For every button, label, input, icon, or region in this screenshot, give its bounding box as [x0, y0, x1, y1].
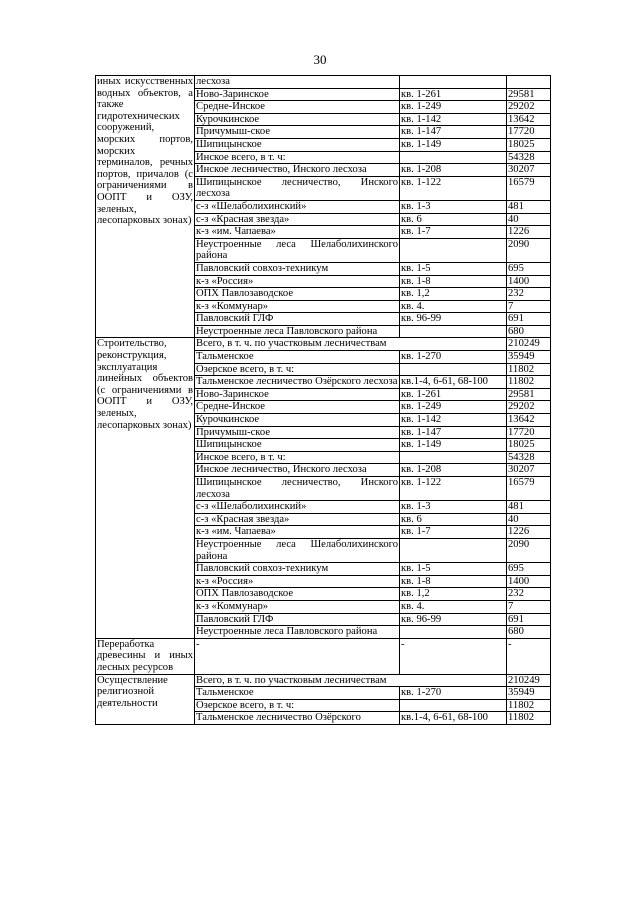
quarters-cell: кв. 1,2: [400, 588, 507, 601]
area-cell: 11802: [507, 376, 551, 389]
quarters-cell: [400, 626, 507, 639]
forestry-name-cell: к-з «им. Чапаева»: [195, 526, 400, 539]
forestry-name-cell: к-з «Россия»: [195, 575, 400, 588]
area-cell: 16579: [507, 176, 551, 200]
quarters-cell: кв. 1-7: [400, 526, 507, 539]
table-row: [96, 638, 551, 674]
quarters-cell: [400, 151, 507, 164]
activity-cell: Осуществление религиозной деятельности: [96, 674, 195, 724]
forestry-name-cell: с-з «Красная звезда»: [195, 513, 400, 526]
area-cell: 17720: [507, 426, 551, 439]
forestry-name-cell: Шипицынское: [195, 439, 400, 452]
forestry-name-cell: ОПХ Павлозаводское: [195, 588, 400, 601]
forestry-name-cell: лесхоза: [195, 76, 400, 89]
quarters-cell: кв. 96-99: [400, 613, 507, 626]
quarters-cell: кв. 1-149: [400, 439, 507, 452]
quarters-cell: кв. 1-7: [400, 226, 507, 239]
quarters-cell: кв. 1-147: [400, 426, 507, 439]
area-cell: 7: [507, 300, 551, 313]
quarters-cell: кв. 4.: [400, 600, 507, 613]
forestry-name-cell: Инское лесничество, Инского лесхоза: [195, 464, 400, 477]
forestry-name-cell: Шипицынское: [195, 138, 400, 151]
forestry-name-cell: с-з «Шелаболихинский»: [195, 200, 400, 213]
forestry-name-cell: с-з «Шелаболихинский»: [195, 501, 400, 514]
forestry-name-cell: Курочкинское: [195, 414, 400, 427]
quarters-cell: кв. 1-142: [400, 414, 507, 427]
area-cell: 1400: [507, 275, 551, 288]
quarters-cell: кв. 1-270: [400, 351, 507, 364]
forestry-name-cell: Курочкинское: [195, 113, 400, 126]
forestry-name-cell: Тальменское лесничество Озёрского лесхоза: [195, 376, 400, 389]
quarters-cell: [400, 451, 507, 464]
quarters-cell: кв. 1-249: [400, 401, 507, 414]
area-cell: 11802: [507, 363, 551, 376]
forestry-name-cell: Павловский совхоз-техникум: [195, 262, 400, 275]
forestry-name-cell: Ново-Заринское: [195, 88, 400, 101]
area-cell: 13642: [507, 414, 551, 427]
forestry-name-cell: Ново-Заринское: [195, 388, 400, 401]
forestry-name-cell: Тальменское: [195, 687, 400, 700]
area-cell: 1400: [507, 575, 551, 588]
area-cell: 680: [507, 626, 551, 639]
forestry-name-cell: Тальменское: [195, 351, 400, 364]
quarters-cell: кв.1-4, 6-61, 68-100: [400, 376, 507, 389]
area-cell: 232: [507, 288, 551, 301]
forestry-name-cell: Павловский совхоз-техникум: [195, 563, 400, 576]
area-cell: 1226: [507, 526, 551, 539]
quarters-cell: кв. 1-142: [400, 113, 507, 126]
forestry-name-cell: Инское всего, в т. ч:: [195, 451, 400, 464]
quarters-cell: кв. 1-5: [400, 262, 507, 275]
forestry-name-cell: ОПХ Павлозаводское: [195, 288, 400, 301]
area-cell: 54328: [507, 151, 551, 164]
area-cell: 40: [507, 213, 551, 226]
quarters-cell: кв. 1-147: [400, 126, 507, 139]
quarters-cell: кв. 1-3: [400, 200, 507, 213]
area-cell: 680: [507, 325, 551, 338]
area-cell: 35949: [507, 687, 551, 700]
area-cell: [507, 76, 551, 89]
forestry-name-cell: Неустроенные леса Павловского района: [195, 325, 400, 338]
forestry-name-cell: к-з «Россия»: [195, 275, 400, 288]
forestry-name-cell: Павловский ГЛФ: [195, 313, 400, 326]
forestry-name-cell: Инское лесничество, Инского лесхоза: [195, 164, 400, 177]
forestry-name-cell: Неустроенные леса Шелаболихинского района: [196, 538, 398, 562]
area-cell: 481: [507, 200, 551, 213]
quarters-cell: кв. 1-122: [400, 176, 507, 200]
area-cell: 35949: [507, 351, 551, 364]
area-cell: 2090: [507, 238, 551, 262]
forestry-name-cell: Всего, в т. ч. по участковым лесничествам: [195, 338, 507, 351]
forestry-name-cell: к-з «им. Чапаева»: [195, 226, 400, 239]
quarters-cell: кв. 6: [400, 213, 507, 226]
area-cell: 2090: [507, 538, 551, 562]
area-cell: 695: [507, 563, 551, 576]
area-cell: 29202: [507, 101, 551, 114]
forestry-name-cell: Тальменское лесничество Озёрского: [195, 712, 400, 725]
table-row: [96, 76, 551, 89]
forestry-name-cell: Средне-Инское: [195, 101, 400, 114]
area-cell: 54328: [507, 451, 551, 464]
forestry-name-cell: Причумыш-ское: [195, 126, 400, 139]
quarters-cell: [400, 699, 507, 712]
area-cell: 29581: [507, 88, 551, 101]
quarters-cell: кв. 1-261: [400, 88, 507, 101]
quarters-cell: кв. 1-8: [400, 575, 507, 588]
quarters-cell: кв. 96-99: [400, 313, 507, 326]
area-cell: 13642: [507, 113, 551, 126]
area-cell: 11802: [507, 699, 551, 712]
forestry-name-cell: Павловский ГЛФ: [195, 613, 400, 626]
area-cell: 481: [507, 501, 551, 514]
table-row: [96, 338, 551, 351]
quarters-cell: кв. 6: [400, 513, 507, 526]
forestry-name-cell: Озерское всего, в т. ч:: [195, 699, 400, 712]
area-cell: -: [507, 638, 551, 674]
table-row: [96, 674, 551, 687]
activity-cell: иных искусственных водных объектов, а также гидротехнических сооружений, морских портов, морских терминалов, речных портов, причалов (с ограничениями в ООПТ и ОЗУ, зеленых, лесопарковых зонах): [96, 76, 195, 338]
area-cell: 210249: [507, 338, 551, 351]
forestry-name-cell: Шипицынское лесничество, Инского лесхоза: [196, 477, 398, 500]
forestry-name-cell: Причумыш-ское: [195, 426, 400, 439]
forestry-name-cell: Озерское всего, в т. ч:: [195, 363, 400, 376]
area-cell: 16579: [507, 477, 551, 501]
forestry-name-cell: Неустроенные леса Павловского района: [195, 626, 400, 639]
quarters-cell: [400, 538, 507, 562]
quarters-cell: -: [400, 638, 507, 674]
area-cell: 11802: [507, 712, 551, 725]
quarters-cell: кв. 1-208: [400, 464, 507, 477]
quarters-cell: кв.1-4, 6-61, 68-100: [400, 712, 507, 725]
forestry-name-cell: к-з «Коммунар»: [195, 300, 400, 313]
area-cell: 30207: [507, 464, 551, 477]
quarters-cell: кв. 1-270: [400, 687, 507, 700]
area-cell: 691: [507, 613, 551, 626]
area-cell: 29202: [507, 401, 551, 414]
area-cell: 210249: [507, 674, 551, 687]
quarters-cell: кв. 1-3: [400, 501, 507, 514]
forest-areas-table: [95, 75, 551, 725]
activity-cell: Строительство, реконструкция, эксплуатация линейных объектов (с ограничениями в ООПТ и ОЗУ, зеленых, лесопарковых зонах): [96, 338, 195, 638]
quarters-cell: [400, 238, 507, 262]
area-cell: 30207: [507, 164, 551, 177]
quarters-cell: [400, 76, 507, 89]
quarters-cell: [400, 363, 507, 376]
quarters-cell: кв. 1-249: [400, 101, 507, 114]
area-cell: 232: [507, 588, 551, 601]
quarters-cell: кв. 1,2: [400, 288, 507, 301]
forestry-name-cell: к-з «Коммунар»: [195, 600, 400, 613]
area-cell: 7: [507, 600, 551, 613]
forestry-name-cell: Неустроенные леса Шелаболихинского района: [196, 238, 398, 262]
area-cell: 18025: [507, 439, 551, 452]
forestry-name-cell: -: [195, 638, 400, 674]
quarters-cell: кв. 1-208: [400, 164, 507, 177]
area-cell: 691: [507, 313, 551, 326]
forestry-name-cell: Инское всего, в т. ч:: [195, 151, 400, 164]
activity-cell: Переработка древесины и иных лесных ресурсов: [97, 638, 193, 673]
quarters-cell: кв. 1-122: [400, 477, 507, 501]
quarters-cell: кв. 1-5: [400, 563, 507, 576]
area-cell: 29581: [507, 388, 551, 401]
forestry-name-cell: Всего, в т. ч. по участковым лесничествам: [195, 674, 507, 687]
quarters-cell: кв. 1-261: [400, 388, 507, 401]
quarters-cell: [400, 325, 507, 338]
forestry-name-cell: с-з «Красная звезда»: [195, 213, 400, 226]
area-cell: 40: [507, 513, 551, 526]
area-cell: 17720: [507, 126, 551, 139]
quarters-cell: кв. 4.: [400, 300, 507, 313]
quarters-cell: кв. 1-8: [400, 275, 507, 288]
area-cell: 695: [507, 262, 551, 275]
forestry-name-cell: Шипицынское лесничество, Инского лесхоза: [196, 176, 398, 200]
area-cell: 1226: [507, 226, 551, 239]
area-cell: 18025: [507, 138, 551, 151]
quarters-cell: кв. 1-149: [400, 138, 507, 151]
page-number: 30: [313, 52, 327, 67]
forestry-name-cell: Средне-Инское: [195, 401, 400, 414]
